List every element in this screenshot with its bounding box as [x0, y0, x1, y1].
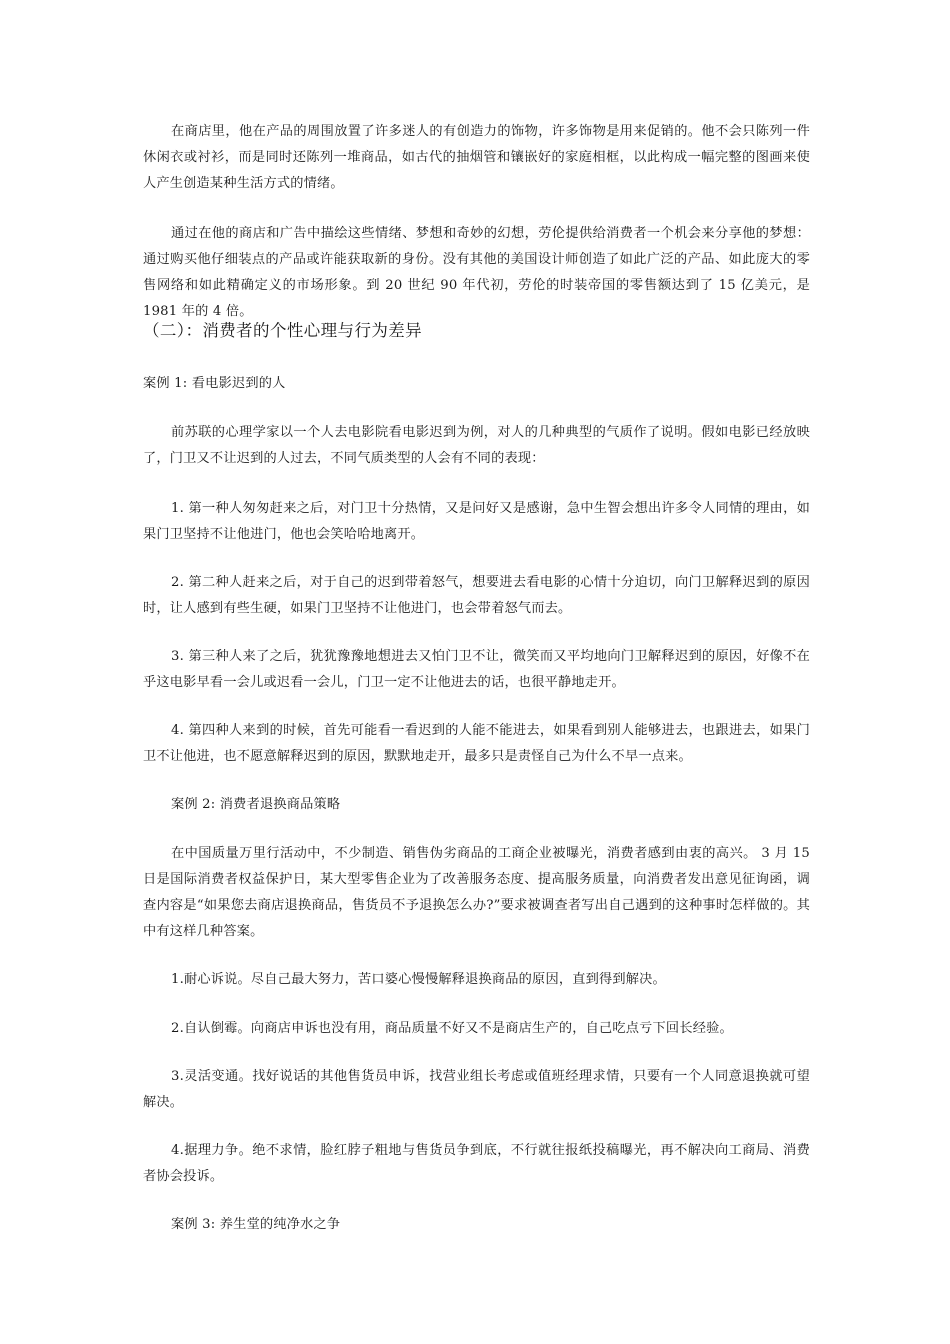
- case2-item-1: 1.耐心诉说。尽自己最大努力，苦口婆心慢慢解释退换商品的原因，直到得到解决。: [171, 972, 666, 987]
- case1-item-1: 1. 第一种人匆匆赶来之后，对门卫十分热情，又是问好又是感谢，急中生智会想出许多令人同情的理由，如果门卫坚持不让他进门，他也会笑哈哈地离开。: [143, 501, 810, 542]
- paragraph-lauren-dreams: 通过在他的商店和广告中描绘这些情绪、梦想和奇妙的幻想，劳伦提供给消费者一个机会来分享他的梦想：通过购买他仔细装点的产品或许能获取新的身份。没有其他的美国设计师创造了如此广泛的产品、如此庞大的零售网络和如此精确定义的市场形象。到 20 世纪 90 年代初，劳伦的时装帝国的零售额达到了 15 亿美元，是 1981 年的 4 倍。: [143, 226, 810, 319]
- case2-item-3: 3.灵活变通。找好说话的其他售货员申诉，找营业组长考虑或值班经理求情，只要有一个人同意退换就可望解决。: [143, 1069, 810, 1110]
- case1-item-4: 4. 第四种人来到的时候，首先可能看一看迟到的人能不能进去，如果看到别人能够进去，也跟进去，如果门卫不让他进，也不愿意解释迟到的原因，默默地走开，最多只是责怪自己为什么不早一点来。: [143, 723, 810, 764]
- paragraph-store-display: 在商店里，他在产品的周围放置了许多迷人的有创造力的饰物，许多饰物是用来促销的。他不会只陈列一件休闲衣或衬衫，而是同时还陈列一堆商品，如古代的抽烟管和镶嵌好的家庭相框，以此构成一幅完整的图画来使人产生创造某种生活方式的情绪。: [143, 124, 810, 191]
- case3-title: 案例 3: 养生堂的纯净水之争: [171, 1217, 341, 1232]
- case2-intro: 在中国质量万里行活动中，不少制造、销售伪劣商品的工商企业被曝光，消费者感到由衷的高兴。 3 月 15 日是国际消费者权益保护日，某大型零售企业为了改善服务态度、提高服务质量，向消费者发出意见征询函，调查内容是“如果您去商店退换商品，售货员不予退换怎么办?”要求被调查者写出自己遇到的这种事时怎样做的。其中有这样几种答案。: [143, 846, 810, 939]
- case2-item-4: 4.据理力争。绝不求情，脸红脖子粗地与售货员争到底，不行就往报纸投稿曝光，再不解决向工商局、消费者协会投诉。: [143, 1143, 810, 1184]
- section-heading: （二）：消费者的个性心理与行为差异: [143, 321, 423, 340]
- case2-item-2: 2.自认倒霉。向商店申诉也没有用，商品质量不好又不是商店生产的，自己吃点亏下回长经验。: [171, 1021, 733, 1036]
- case1-title: 案例 1: 看电影迟到的人: [143, 376, 286, 391]
- case1-item-2: 2. 第二种人赶来之后，对于自己的迟到带着怒气，想要进去看电影的心情十分迫切，向门卫解释迟到的原因时，让人感到有些生硬，如果门卫坚持不让他进门，也会带着怒气而去。: [143, 575, 810, 616]
- case1-intro: 前苏联的心理学家以一个人去电影院看电影迟到为例，对人的几种典型的气质作了说明。假如电影已经放映了，门卫又不让迟到的人过去，不同气质类型的人会有不同的表现：: [143, 425, 810, 466]
- case2-title: 案例 2: 消费者退换商品策略: [171, 797, 341, 812]
- case1-item-3: 3. 第三种人来了之后，犹犹豫豫地想进去又怕门卫不让，微笑而又平均地向门卫解释迟到的原因，好像不在乎这电影早看一会儿或迟看一会儿，门卫一定不让他进去的话，也很平静地走开。: [143, 649, 810, 690]
